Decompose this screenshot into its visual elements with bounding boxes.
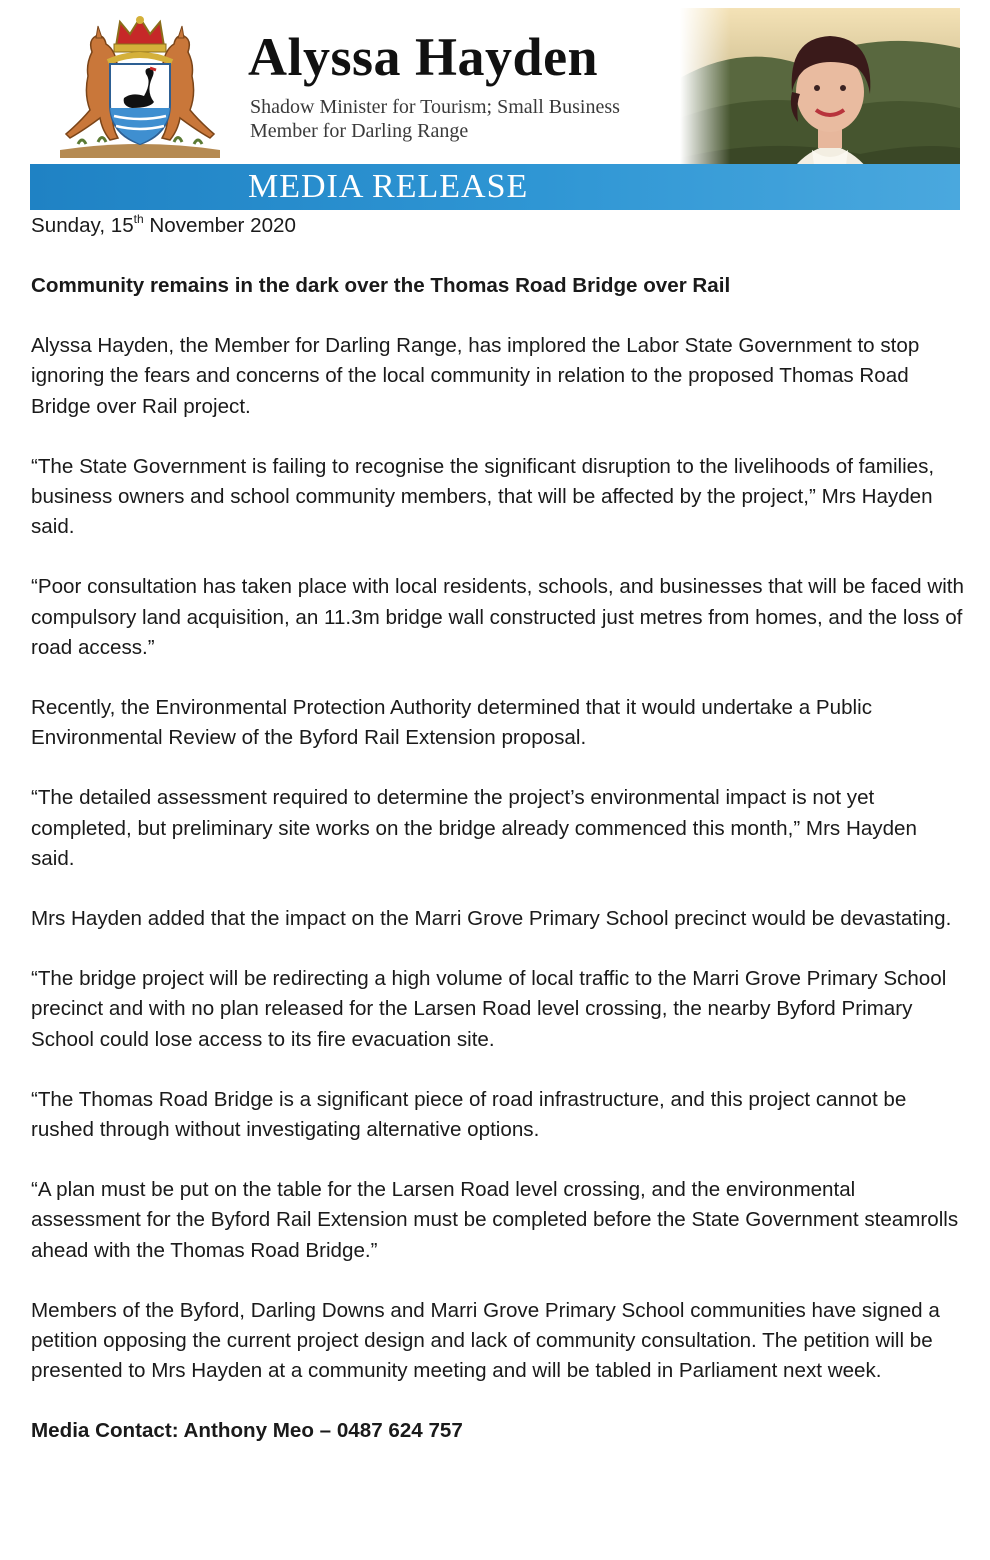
media-release-banner bbox=[30, 164, 960, 210]
media-contact: Media Contact: Anthony Meo – 0487 624 757 bbox=[31, 1419, 463, 1443]
date-ordinal: th bbox=[133, 212, 144, 226]
paragraph: Mrs Hayden added that the impact on the Marri Grove Primary School precinct would be devastating. bbox=[31, 907, 952, 931]
paragraph: “The State Government is failing to recognise the significant disruption to the livelihoods of families, business owners and school community members, that will be affected by the project,” Mrs Hayden said. bbox=[31, 454, 935, 539]
date-prefix: Sunday, 15 bbox=[31, 214, 134, 237]
paragraph: “Poor consultation has taken place with local residents, schools, and businesses that will be faced with compulsory land acquisition, an 11.3m bridge wall constructed just metres from homes, and the loss of road access.” bbox=[31, 575, 964, 659]
release-date bbox=[31, 211, 966, 241]
banner-title: MEDIA RELEASE bbox=[248, 168, 529, 205]
western-australia-coat-of-arms-icon bbox=[50, 12, 230, 162]
paragraph: “The detailed assessment required to determine the project’s environmental impact is not yet completed, but preliminary site works on the bridge already commenced this month,” Mrs Hayden said. bbox=[31, 786, 917, 870]
paragraph: “The bridge project will be redirecting a high volume of local traffic to the Marri Grove Primary School precinct and with no plan released for the Larsen Road level crossing, the nearby Byford Primary School could lose access to its fire evacuation site. bbox=[31, 967, 947, 1051]
portfolio-title: Shadow Minister for Tourism; Small Business bbox=[250, 96, 620, 118]
paragraph: “The Thomas Road Bridge is a significant piece of road infrastructure, and this project cannot be rushed through without investigating alternative options. bbox=[31, 1087, 907, 1142]
letterhead bbox=[30, 8, 960, 210]
paragraph: Alyssa Hayden, the Member for Darling Range, has implored the Labor State Government to stop ignoring the fears and concerns of the local community in relation to the proposed Thomas Road Bridge over Rail project. bbox=[31, 334, 920, 418]
paragraph: Members of the Byford, Darling Downs and Marri Grove Primary School communities have signed a petition opposing the current project design and lack of community consultation. The petition will be presented to Mrs Hayden at a community meeting and will be tabled in Parliament next week. bbox=[31, 1298, 940, 1383]
release-body bbox=[31, 211, 966, 1447]
electorate-title: Member for Darling Range bbox=[250, 120, 469, 142]
date-rest: November 2020 bbox=[143, 214, 296, 237]
headline: Community remains in the dark over the Thomas Road Bridge over Rail bbox=[31, 274, 731, 297]
paragraph: Recently, the Environmental Protection Authority determined that it would undertake a Public Environmental Review of the Byford Rail Extension proposal. bbox=[31, 696, 872, 750]
minister-name: Alyssa Hayden bbox=[248, 27, 599, 87]
paragraph: “A plan must be put on the table for the Larsen Road level crossing, and the environmental assessment for the Byford Rail Extension must be completed before the State Government steamrolls ahead with the Thomas Road Bridge.” bbox=[31, 1178, 959, 1262]
